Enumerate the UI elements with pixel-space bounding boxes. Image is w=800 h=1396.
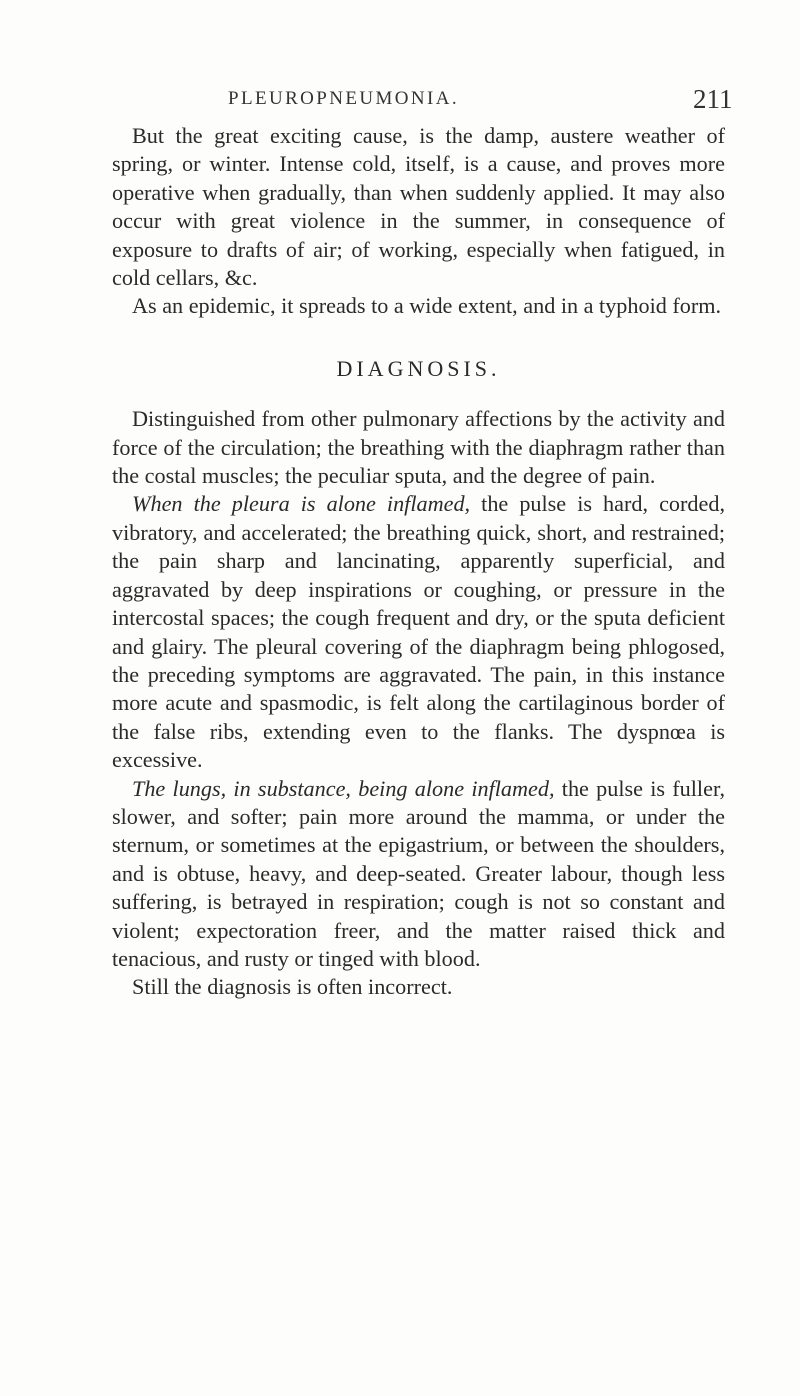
lungs-italic-lead: The lungs, in substance, being alone inflamed, bbox=[132, 775, 555, 801]
pleura-text: the pulse is hard, corded, vibratory, and accelerated; the breathing quick, short, and restrained; the pain sharp and lancinating, apparently superficial, and aggravated by deep inspirations or coughing, or pressure in the intercostal spaces; the cough frequent and dry, or the sputa deficient and glairy. The pleural covering of the diaphragm being phlogosed, the preceding symptoms are aggravated. The pain, in this instance more acute and spasmodic, is felt along the cartilaginous border of the false ribs, extending even to the flanks. The dyspnœa is excessive. bbox=[112, 491, 725, 773]
paragraph-conclusion: Still the diagnosis is often incorrect. bbox=[132, 974, 453, 1000]
paragraph-pleura bbox=[112, 490, 725, 774]
body-text bbox=[112, 122, 725, 1002]
section-heading-diagnosis: DIAGNOSIS. bbox=[336, 355, 501, 381]
paragraph-distinguished: Distinguished from other pulmonary affections by the activity and force of the circulation; the breathing with the diaphragm rather than the costal muscles; the peculiar sputa, and the degree of pain. bbox=[112, 406, 725, 489]
paragraph-causes: But the great exciting cause, is the damp, austere weather of spring, or winter. Intense cold, itself, is a cause, and proves more operative when gradually, than when suddenly applied. It may also occur with great violence in the summer, in consequence of exposure to drafts of air; of working, especially when fatigued, in cold cellars, &c. bbox=[112, 123, 725, 291]
running-title: PLEUROPNEUMONIA. bbox=[228, 88, 460, 109]
page-number: 211 bbox=[693, 84, 733, 114]
paragraph-lungs bbox=[112, 775, 725, 974]
paragraph-epidemic: As an epidemic, it spreads to a wide extent, and in a typhoid form. bbox=[132, 293, 722, 319]
lungs-text: the pulse is fuller, slower, and softer; pain more around the mamma, or under the sternum, or sometimes at the epigastrium, or between the shoulders, and is obtuse, heavy, and deep-seated. Greater labour, though less suffering, is betrayed in respiration; cough is not so constant and violent; expectoration freer, and the matter raised thick and tenacious, and rusty or tinged with blood. bbox=[112, 775, 725, 971]
pleura-italic-lead: When the pleura is alone inflamed, bbox=[132, 491, 471, 517]
